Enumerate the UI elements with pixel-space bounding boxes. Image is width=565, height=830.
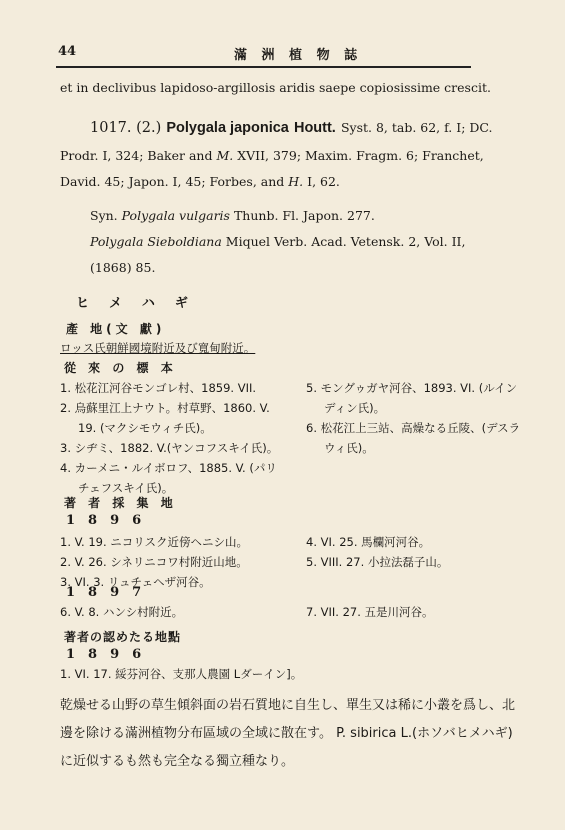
list-item: ウィ氏)。	[324, 441, 374, 455]
list-item: 7. VII. 27. 五是川河谷。	[306, 605, 434, 619]
collected-year-1897: 1897	[66, 585, 155, 600]
list-item: 3. シヂミ、1882. V.(ヤンコフスキイ氏)。	[60, 441, 279, 455]
collected-1896-right	[306, 532, 448, 572]
list-item: 5. モングゥガヤ河谷、1893. VI. (ルイン	[306, 381, 518, 395]
closing-line-2: 邊を除ける滿洲植物分布區域の全域に散在す。 P. sibirica L.(ホソバヒメハギ)	[60, 726, 513, 741]
intro-line: et in declivibus lapidoso-argillosis aridis saepe copiosissime crescit.	[60, 80, 491, 95]
list-item: 1. V. 19. ニコリスク近傍ヘニシ山。	[60, 535, 249, 549]
header-rule	[56, 66, 471, 68]
citation-line-2: Prodr. I, 324; Baker and M. XVII, 379; Maxim. Fragm. 6; Franchet,	[60, 148, 484, 163]
running-head: 滿 洲 植 物 誌	[234, 48, 363, 63]
collected-1896-left	[60, 532, 248, 592]
entry-number: 1017. (2.)	[90, 120, 162, 136]
origin-text: ロッス氏朝鮮國境附近及び寬甸附近。	[60, 341, 256, 355]
closing-paragraph	[60, 692, 515, 776]
species-name: Polygala japonica	[166, 120, 289, 136]
collected-1897-right	[306, 604, 434, 620]
synonym-2-year: (1868) 85.	[90, 260, 156, 275]
collected-year-1896: 1896	[66, 513, 155, 528]
entry-heading	[90, 117, 493, 136]
list-item: 1. 松花江河谷モンゴレ村、1859. VII.	[60, 381, 257, 395]
collected-1897-left	[60, 604, 183, 620]
japanese-name: ヒメハギ	[76, 296, 208, 311]
recognized-year: 1896	[66, 647, 155, 662]
list-item: 6. V. 8. ハンシ村附近。	[60, 605, 184, 619]
citation-line-3: David. 45; Japon. I, 45; Forbes, and H. I, 62.	[60, 174, 340, 189]
citation-line-1: Syst. 8, tab. 62, f. I; DC.	[340, 120, 493, 135]
previous-left	[60, 378, 278, 498]
recognized-heading: 著者の認めたる地點	[64, 630, 182, 644]
closing-line-1: 乾燥せる山野の草生傾斜面の岩石質地に自生し、單生又は稀に小叢を爲し、北	[60, 698, 516, 713]
list-item: 5. VIII. 27. 小拉法磊子山。	[306, 555, 449, 569]
recognized-item: 1. VI. 17. 綏芬河谷、支那人農園 Lダーイン]。	[60, 667, 303, 681]
list-item: 4. VI. 25. 馬欄河河谷。	[306, 535, 431, 549]
list-item: ディン氏)。	[324, 401, 386, 415]
origin-heading: 產 地(文 獻)	[66, 322, 166, 336]
list-item: 19. (マクシモウィチ氏)。	[78, 421, 212, 435]
previous-heading: 從 來 の 標 本	[64, 361, 177, 375]
list-item: 6. 松花江上三站、高燥なる丘陵、(デスラ	[306, 421, 521, 435]
list-item: 2. V. 26. シネリニコワ村附近山地。	[60, 555, 248, 569]
collected-heading: 著 者 採 集 地	[64, 496, 177, 510]
closing-line-3: に近似するも然も完全なる獨立種なり。	[60, 754, 295, 769]
list-item: 3. VI. 3. リュチェヘザ河谷。	[60, 575, 211, 589]
list-item: 2. 烏蘇里江上ナウト。村草野、1860. V.	[60, 401, 270, 415]
synonym-1: Syn. Polygala vulgaris Thunb. Fl. Japon. 277.	[90, 208, 375, 223]
list-item: チェフスキイ氏)。	[78, 481, 174, 495]
synonym-2: Polygala Sieboldiana Miquel Verb. Acad. Vetensk. 2, Vol. II,	[90, 234, 466, 249]
previous-right	[306, 378, 520, 458]
page-number: 44	[58, 44, 77, 59]
list-item: 4. カーメニ・ルイボロフ、1885. V. (パリ	[60, 461, 277, 475]
species-author: Houtt.	[293, 120, 336, 136]
